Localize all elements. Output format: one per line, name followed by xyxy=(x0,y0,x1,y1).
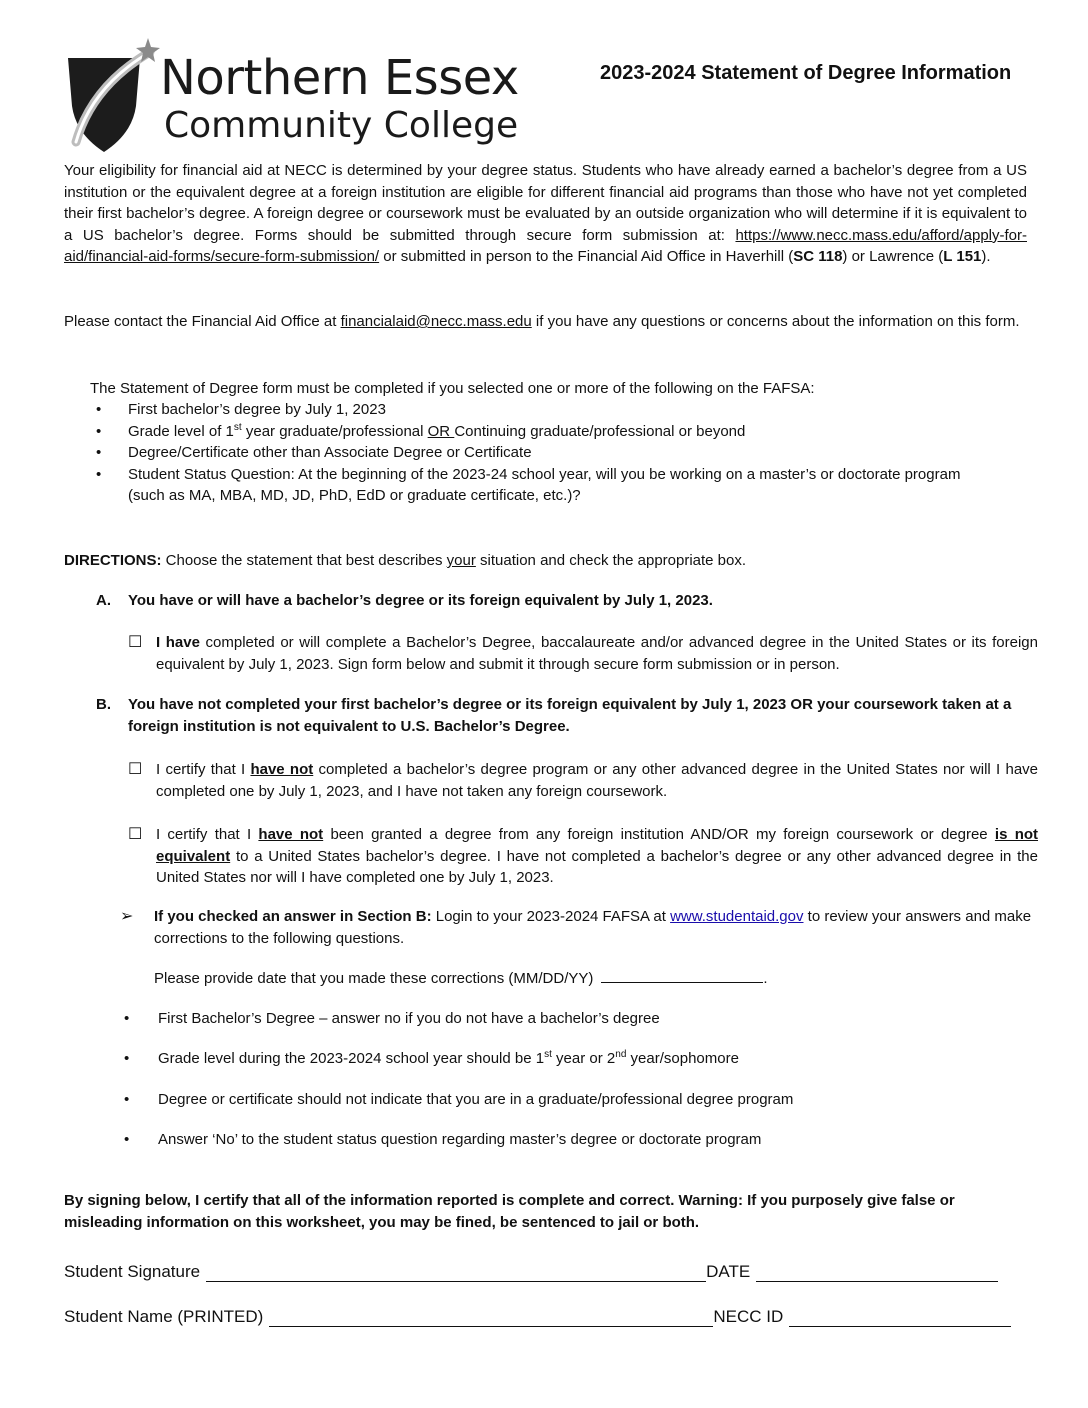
option-text-body: completed or will complete a Bachelor’s Degree, baccalaureate and/or advanced degree in the United States or its foreign equivalent by July 1, 2023. Sign form below and submit it through secure form submission or in person. xyxy=(156,634,1038,673)
section-b-heading xyxy=(96,694,1036,737)
no-degree-checkbox[interactable]: ☐ xyxy=(128,761,143,778)
correction-item-text: First Bachelor’s Degree – answer no if you do not have a bachelor’s degree xyxy=(158,1010,660,1027)
not-equivalent-emphasis: is not equivalent xyxy=(156,826,1039,865)
section-letter: A. xyxy=(96,592,111,609)
correction-item-text: Degree or certificate should not indicate that you are in a graduate/professional degree program xyxy=(158,1091,794,1108)
list-item xyxy=(120,1089,1020,1111)
document-title: 2023-2024 Statement of Degree Information xyxy=(600,62,1012,84)
option-text xyxy=(156,632,1038,675)
bullet-icon: • xyxy=(124,1091,130,1108)
lawrence-room: L 151 xyxy=(943,248,982,266)
option-text-body: been granted a degree from any foreign institution AND/OR my foreign coursework or degree xyxy=(323,826,995,843)
section-heading-text: You have not completed your first bachelor’s degree or its foreign equivalent by July 1, 2023 OR your coursework taken at a foreign institution is not equivalent to U.S. Bachelor’s Degree. xyxy=(128,696,1012,735)
list-item xyxy=(120,1048,1020,1070)
secure-form-link[interactable]: https://www.necc.mass.edu/afford/apply-for-aid/financial-aid-forms/secure-form-submission/ xyxy=(64,226,1027,266)
followup-body: Login to your 2023-2024 FAFSA at xyxy=(431,908,671,925)
date-label: DATE xyxy=(706,1262,751,1281)
followup-bold: If you checked an answer in Section B: xyxy=(154,908,432,925)
directions-text: situation and check the appropriate box. xyxy=(475,552,747,569)
correction-item-text: Answer ‘No’ to the student status question regarding master’s degree or doctorate program xyxy=(158,1131,762,1148)
your-emphasis: your xyxy=(446,552,476,569)
correction-item-body: Grade level during the 2023-2024 school year should be 1 xyxy=(158,1050,545,1067)
list-item xyxy=(90,464,990,507)
list-item xyxy=(90,421,990,443)
intro-text: Your eligibility for financial aid at NECC is determined by your degree status. Students who have already earned a bachelor’s degree from a US institution or the equivalent degree at a foreign institution are eligible for different financial aid programs than those who have not yet completed their first bachelor’s degree. A foreign degree or coursework must be evaluated by an outside organization who will determine if it is equivalent to a US bachelor’s degree. Forms should be submitted through secure form submission at: xyxy=(64,162,1027,244)
requirements-list xyxy=(90,399,990,507)
correction-date-field[interactable] xyxy=(601,968,763,983)
requirement-text: Student Status Question: At the beginning of the 2023-24 school year, will you be working on a master’s or doctorate program (such as MA, MBA, MD, JD, PhD, EdD or graduate certificate, etc.)? xyxy=(128,465,961,505)
requirement-text: year graduate/professional xyxy=(241,422,428,440)
followup-text xyxy=(154,906,1040,949)
have-not-emphasis: have not xyxy=(258,826,324,843)
date-field[interactable] xyxy=(756,1263,998,1282)
have-not-emphasis: have not xyxy=(250,761,314,778)
student-signature-field[interactable] xyxy=(206,1263,706,1282)
intro-text: ). xyxy=(981,248,991,266)
or-emphasis: OR xyxy=(427,422,455,440)
studentaid-link[interactable]: www.studentaid.gov xyxy=(670,908,804,925)
foreign-not-equivalent-checkbox[interactable]: ☐ xyxy=(128,826,143,843)
option-text-body: to a United States bachelor’s degree. I have not completed a bachelor’s degree or any other advanced degree in the United States nor will I have completed one by July 1, 2023. xyxy=(156,847,1038,887)
superscript: st xyxy=(544,1049,552,1060)
contact-text: if you have any questions or concerns about the information on this form. xyxy=(531,313,1020,330)
requirements-intro: The Statement of Degree form must be completed if you selected one or more of the following on the FAFSA: xyxy=(90,380,815,397)
shield-star-icon xyxy=(62,36,162,156)
signature-row xyxy=(64,1262,1014,1282)
requirement-text: Grade level of 1 xyxy=(128,422,234,440)
requirement-text: First bachelor’s degree by July 1, 2023 xyxy=(128,401,386,418)
financial-aid-email-link[interactable]: financialaid@necc.mass.edu xyxy=(340,313,532,330)
arrow-bullet-icon: ➢ xyxy=(120,908,134,925)
directions-label: DIRECTIONS: xyxy=(64,552,162,569)
option-text-body: I certify that I xyxy=(156,826,259,843)
list-item xyxy=(120,1008,1020,1030)
correction-date-label: Please provide date that you made these corrections (MM/DD/YY) xyxy=(154,970,594,987)
logo-text-line1: Northern Essex xyxy=(160,50,519,106)
superscript: nd xyxy=(615,1049,627,1060)
followup-body: to review your answers and make corrections to the following questions. xyxy=(154,908,1032,947)
correction-item-body: year/sophomore xyxy=(626,1050,739,1067)
student-name-field[interactable] xyxy=(269,1308,713,1327)
option-text xyxy=(156,824,1038,889)
name-row xyxy=(64,1307,1014,1327)
section-a-option xyxy=(128,632,1038,675)
section-b-followup xyxy=(120,906,1040,949)
requirement-text: Continuing graduate/professional or beyond xyxy=(454,422,746,440)
bullet-icon: • xyxy=(124,1010,130,1027)
bullet-icon: • xyxy=(124,1131,130,1148)
certification-statement: By signing below, I certify that all of the information reported is complete and correct. Warning: If you purposely give false or misleading information on this worksheet, you may be fined, be sentenced to jail or both. xyxy=(64,1192,955,1231)
directions xyxy=(64,550,1027,572)
necc-id-label: NECC ID xyxy=(713,1307,784,1326)
option-text-body: I certify that I xyxy=(156,761,251,778)
intro-paragraph xyxy=(64,160,1027,268)
section-b-option-2 xyxy=(128,824,1038,889)
superscript: st xyxy=(233,421,242,433)
section-heading-text: You have or will have a bachelor’s degree or its foreign equivalent by July 1, 2023. xyxy=(128,592,713,609)
bullet-icon: • xyxy=(124,1050,130,1067)
period: . xyxy=(763,970,768,987)
i-have-emphasis: I have xyxy=(156,634,200,651)
directions-text: Choose the statement that best describes xyxy=(161,552,447,569)
necc-id-field[interactable] xyxy=(789,1308,1011,1327)
section-b-option-1 xyxy=(128,759,1038,802)
option-text-body: completed a bachelor’s degree program or any other advanced degree in the United States nor will I have completed one by July 1, 2023, and I have not taken any foreign coursework. xyxy=(156,761,1039,800)
list-item xyxy=(120,1129,1020,1151)
option-text xyxy=(156,759,1038,802)
requirement-text: Degree/Certificate other than Associate Degree or Certificate xyxy=(128,444,532,462)
student-name-label: Student Name (PRINTED) xyxy=(64,1307,264,1326)
section-a-heading xyxy=(96,590,1036,612)
contact-paragraph xyxy=(64,311,1027,333)
student-signature-label: Student Signature xyxy=(64,1262,201,1281)
section-letter: B. xyxy=(96,696,111,713)
correction-item-body: year or 2 xyxy=(551,1050,616,1067)
bachelor-degree-checkbox[interactable]: ☐ xyxy=(128,634,143,651)
list-item xyxy=(90,442,990,464)
correction-item-text xyxy=(158,1048,739,1070)
haverhill-room: SC 118 xyxy=(793,248,843,266)
contact-text: Please contact the Financial Aid Office at xyxy=(64,313,341,330)
intro-text: or submitted in person to the Financial Aid Office in Haverhill ( xyxy=(379,248,794,266)
intro-text: ) or Lawrence ( xyxy=(842,248,944,266)
correction-date-row xyxy=(154,968,854,990)
list-item xyxy=(90,399,990,421)
logo-text-line2: Community College xyxy=(164,105,519,146)
